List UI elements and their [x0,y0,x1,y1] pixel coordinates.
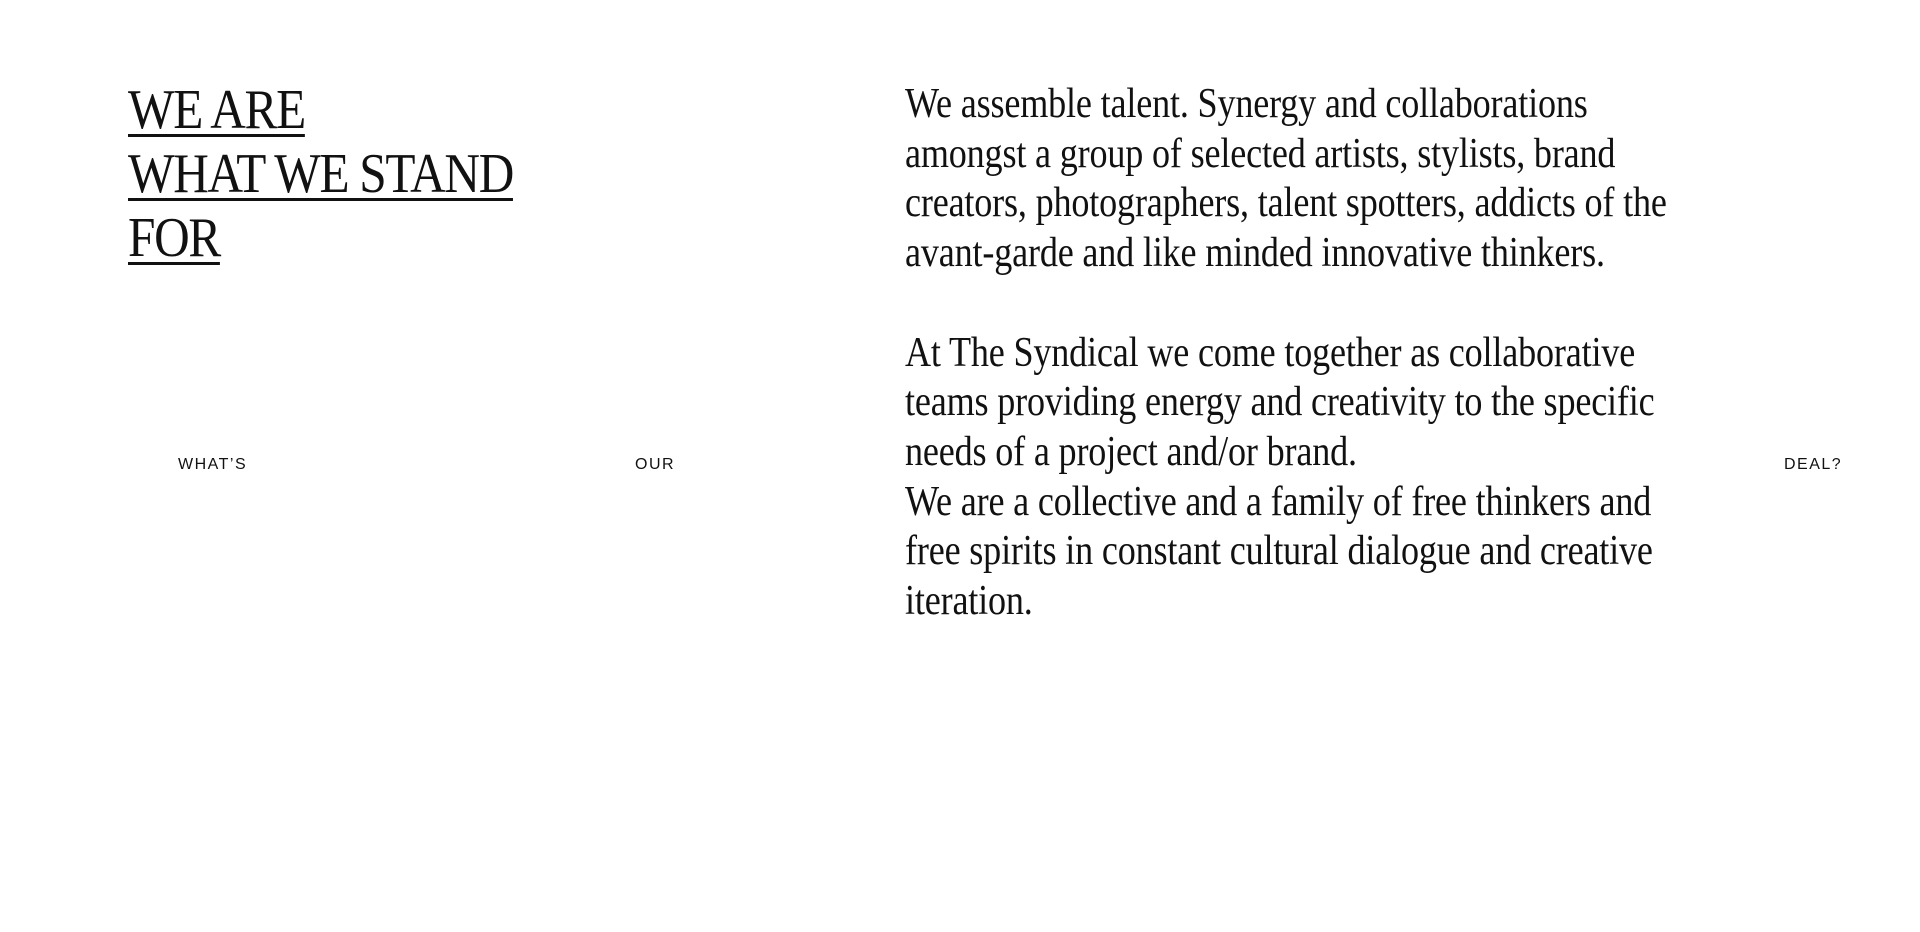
paragraph-spacer [905,279,1670,329]
label-whats: WHAT’S [178,456,248,473]
about-paragraph-collective: We are a collective and a family of free thinkers and free spirits in constant cultural dialogue and creative iteration. [905,478,1653,625]
about-text [905,80,1670,627]
headline-link-we-are[interactable]: WE ARE [128,79,305,141]
headline-link-what-we-stand[interactable]: WHAT WE STAND [128,143,513,205]
headline-link-for[interactable]: FOR [128,207,220,269]
page-headline [128,78,513,270]
label-deal: DEAL? [1784,456,1843,473]
about-paragraph-teams: At The Syndical we come together as collaborative teams providing energy and creativity to the specific needs of a project and/or brand. [905,329,1655,475]
about-paragraph-talent: We assemble talent. Synergy and collaborations amongst a group of selected artists, stylists, brand creators, photographers, talent spotters, addicts of the avant-garde and like minded innovative thinkers. [905,81,1667,277]
label-our: OUR [635,456,676,473]
